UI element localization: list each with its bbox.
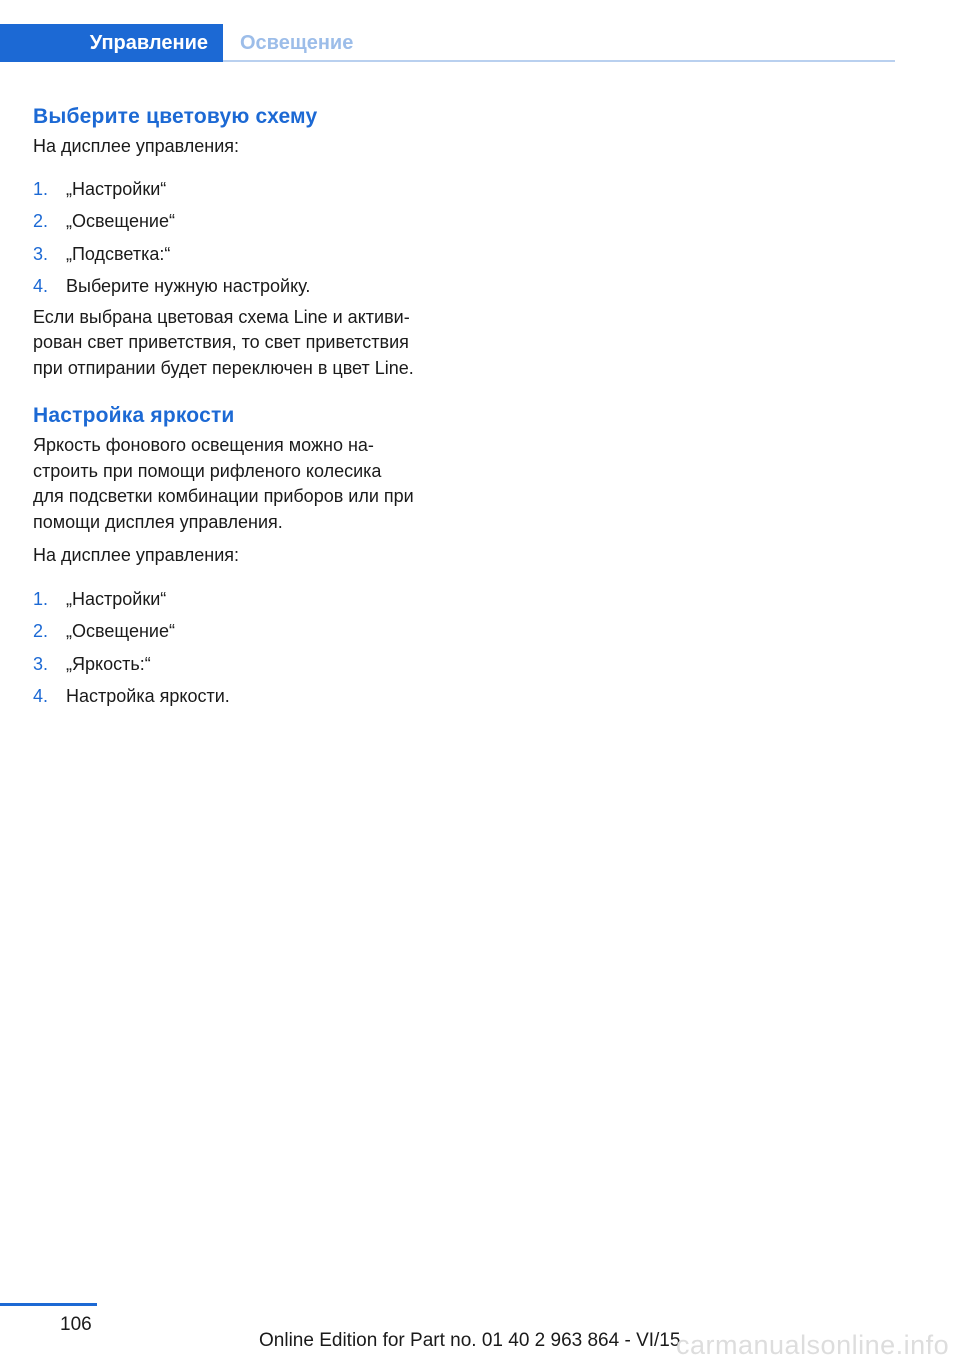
step-text: Выберите нужную настройку. — [66, 276, 311, 296]
list-item — [33, 173, 453, 206]
text-line: Если выбрана цветовая схема Line и активи‐ — [33, 306, 410, 327]
page-header — [0, 24, 895, 62]
step-number: 3. — [33, 243, 49, 264]
step-number: 4. — [33, 686, 49, 706]
step-text: „Настройки“ — [66, 588, 167, 609]
step-number: 1. — [33, 588, 49, 609]
body-paragraph — [33, 433, 453, 535]
section-heading-brightness: Настройка яркости — [33, 404, 235, 427]
steps-list — [33, 583, 453, 713]
step-text: „Настройки“ — [66, 178, 167, 199]
list-item — [33, 270, 453, 303]
step-text: „Освещение“ — [66, 621, 175, 641]
list-item — [33, 238, 453, 271]
step-text: „Яркость:“ — [66, 653, 151, 674]
section-intro: На дисплее управления: — [33, 545, 240, 565]
header-divider — [223, 60, 895, 62]
section-intro: На дисплее управления: — [33, 136, 240, 156]
watermark: carmanualsonline.info — [676, 1330, 950, 1360]
text-line: строить при помощи рифленого колесика — [33, 460, 382, 481]
step-text: Настройка яркости. — [66, 686, 230, 706]
edition-text: Online Edition for Part no. 01 40 2 963 864 - VI/15 — [259, 1330, 681, 1351]
text-line: рован свет приветствия, то свет приветствия — [33, 332, 409, 352]
text-line: Яркость фонового освещения можно на‐ — [33, 435, 374, 455]
step-number: 2. — [33, 621, 49, 641]
step-number: 2. — [33, 211, 49, 231]
footer-accent-bar — [0, 1303, 97, 1306]
list-item — [33, 205, 453, 238]
note-paragraph — [33, 305, 453, 382]
step-text: „Освещение“ — [66, 211, 175, 231]
page-number: 106 — [60, 1314, 92, 1335]
list-item — [33, 583, 453, 616]
step-text: „Подсветка:“ — [66, 243, 171, 264]
steps-list — [33, 173, 453, 303]
section-heading-color-scheme: Выберите цветовую схему — [33, 105, 318, 128]
tab-lighting[interactable]: Освещение — [240, 31, 354, 54]
text-line: при отпирании будет переключен в цвет Line. — [33, 357, 414, 378]
step-number: 1. — [33, 178, 49, 199]
list-item — [33, 680, 453, 713]
list-item — [33, 648, 453, 681]
step-number: 3. — [33, 653, 49, 674]
list-item — [33, 615, 453, 648]
text-line: помощи дисплея управления. — [33, 511, 283, 532]
page-content — [33, 102, 453, 713]
text-line: для подсветки комбинации приборов или при — [33, 486, 414, 506]
tab-control[interactable]: Управление — [0, 24, 223, 62]
step-number: 4. — [33, 276, 49, 296]
